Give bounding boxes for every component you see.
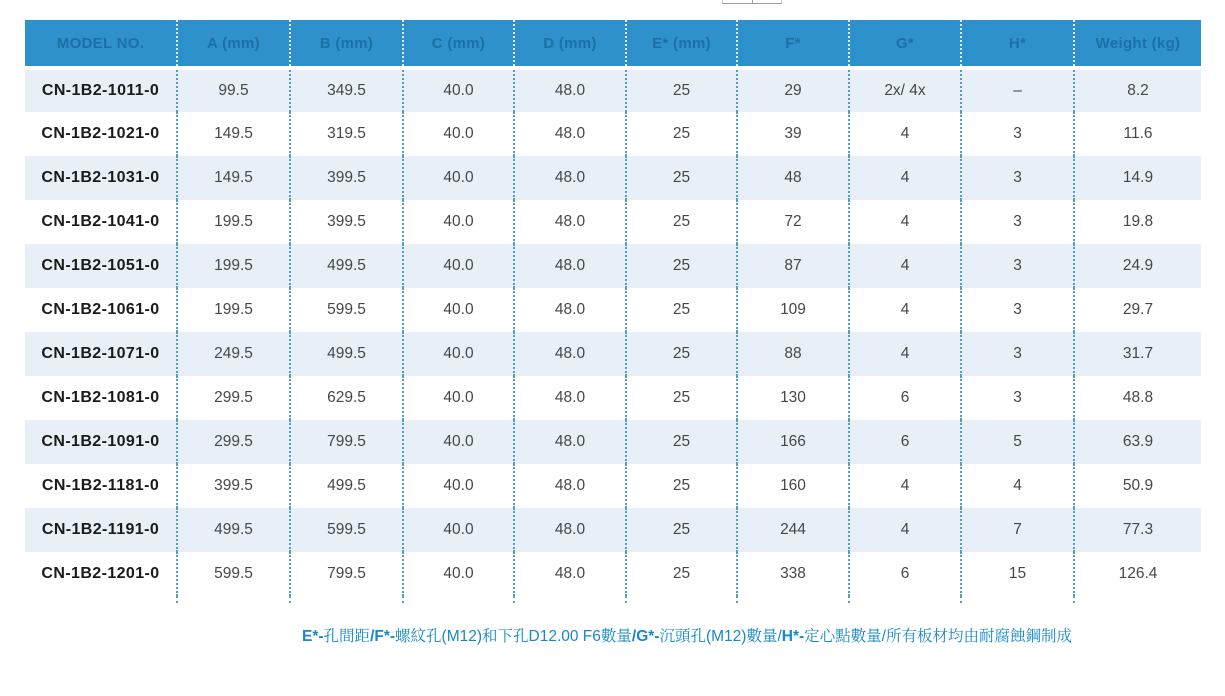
data-cell: 499.5 [290,332,403,376]
data-cell: 499.5 [290,244,403,288]
data-cell: 166 [737,420,849,464]
table-row [25,376,1201,420]
data-cell: 399.5 [290,156,403,200]
footnote [302,626,1199,648]
data-cell: 149.5 [177,156,290,200]
data-cell: 3 [961,288,1074,332]
data-cell: – [961,68,1074,112]
footnote-marker: / [631,628,637,645]
data-cell: 399.5 [290,200,403,244]
data-cell: 199.5 [177,288,290,332]
model-cell: CN-1B2-1201-0 [25,552,177,596]
data-cell: 6 [849,552,961,596]
data-cell: 629.5 [290,376,403,420]
data-cell: 599.5 [290,288,403,332]
column-header-3: B (mm) [290,20,403,68]
column-header-5: D (mm) [514,20,626,68]
model-cell: CN-1B2-1081-0 [25,376,177,420]
footnote-text: 所有板材均由耐腐蝕鋼制成 [885,628,1072,645]
footnote-text: / [881,628,886,645]
model-cell: CN-1B2-1181-0 [25,464,177,508]
data-cell: 160 [737,464,849,508]
data-cell: 48.0 [514,200,626,244]
data-cell: 244 [737,508,849,552]
data-cell: 40.0 [403,200,514,244]
data-cell: 4 [849,112,961,156]
table-row [25,464,1201,508]
data-cell: 799.5 [290,420,403,464]
footnote-text: 沉頭孔(M12)數量 [659,628,778,645]
data-cell: 3 [961,332,1074,376]
data-cell: 40.0 [403,420,514,464]
column-header-7: F* [737,20,849,68]
data-cell: 499.5 [290,464,403,508]
table-row [25,332,1201,376]
data-cell: 48.0 [514,376,626,420]
data-cell: 4 [849,508,961,552]
data-cell: 249.5 [177,332,290,376]
data-cell: 72 [737,200,849,244]
model-cell: CN-1B2-1061-0 [25,288,177,332]
data-cell: 5 [961,420,1074,464]
data-cell: 25 [626,200,737,244]
data-cell: 48.0 [514,112,626,156]
data-cell: 3 [961,112,1074,156]
model-dimensions-table [25,20,1201,603]
data-cell: 3 [961,156,1074,200]
footnote-text: 孔間距 [323,628,371,645]
data-cell: 25 [626,244,737,288]
data-cell: 25 [626,464,737,508]
data-cell: 25 [626,376,737,420]
data-cell: 48.0 [514,420,626,464]
data-cell: 149.5 [177,112,290,156]
table-row [25,288,1201,332]
data-cell: 25 [626,156,737,200]
table-row [25,112,1201,156]
data-cell: 87 [737,244,849,288]
data-cell: 48.0 [514,508,626,552]
data-cell: 6 [849,420,961,464]
data-cell: 338 [737,552,849,596]
model-cell: CN-1B2-1011-0 [25,68,177,112]
data-cell: 599.5 [290,508,403,552]
column-header-8: G* [849,20,961,68]
data-cell: 4 [849,332,961,376]
data-cell: 4 [849,156,961,200]
data-cell: 319.5 [290,112,403,156]
model-cell: CN-1B2-1091-0 [25,420,177,464]
model-cell: CN-1B2-1021-0 [25,112,177,156]
model-cell: CN-1B2-1031-0 [25,156,177,200]
data-cell: 24.9 [1074,244,1201,288]
model-cell: CN-1B2-1051-0 [25,244,177,288]
data-cell: 8.2 [1074,68,1201,112]
data-cell: 4 [849,244,961,288]
footnote-marker: F*- [374,628,396,645]
table-bottom-ticks [25,596,1201,603]
data-cell: 48.0 [514,288,626,332]
table-body [25,68,1201,603]
data-cell: 11.6 [1074,112,1201,156]
header-row [25,20,1201,68]
data-cell: 7 [961,508,1074,552]
data-cell: 3 [961,376,1074,420]
data-cell: 31.7 [1074,332,1201,376]
data-cell: 40.0 [403,464,514,508]
data-cell: 4 [961,464,1074,508]
data-cell: 2x/ 4x [849,68,961,112]
data-cell: 40.0 [403,376,514,420]
data-cell: 40.0 [403,112,514,156]
data-cell: 199.5 [177,244,290,288]
data-cell: 40.0 [403,552,514,596]
data-cell: 14.9 [1074,156,1201,200]
data-cell: 29.7 [1074,288,1201,332]
data-cell: 48.0 [514,156,626,200]
column-header-10: Weight (kg) [1074,20,1201,68]
table-row [25,244,1201,288]
data-cell: 25 [626,552,737,596]
data-cell: 29 [737,68,849,112]
cropped-diagram-tick [752,0,753,4]
model-cell: CN-1B2-1041-0 [25,200,177,244]
column-header-2: A (mm) [177,20,290,68]
data-cell: 77.3 [1074,508,1201,552]
data-cell: 25 [626,508,737,552]
data-cell: 88 [737,332,849,376]
data-cell: 40.0 [403,288,514,332]
data-cell: 40.0 [403,156,514,200]
data-cell: 48.8 [1074,376,1201,420]
data-cell: 25 [626,288,737,332]
data-cell: 4 [849,288,961,332]
footnote-text: / [777,628,782,645]
column-header-6: E* (mm) [626,20,737,68]
footnote-marker: H*- [781,628,805,645]
data-cell: 40.0 [403,244,514,288]
data-cell: 4 [849,200,961,244]
data-cell: 349.5 [290,68,403,112]
column-header-9: H* [961,20,1074,68]
data-cell: 199.5 [177,200,290,244]
model-cell: CN-1B2-1191-0 [25,508,177,552]
data-cell: 48.0 [514,552,626,596]
data-cell: 25 [626,112,737,156]
data-cell: 109 [737,288,849,332]
table-header [25,20,1201,68]
data-cell: 599.5 [177,552,290,596]
data-cell: 799.5 [290,552,403,596]
data-cell: 40.0 [403,68,514,112]
data-cell: 126.4 [1074,552,1201,596]
footnote-marker: / [370,628,375,645]
table-row [25,420,1201,464]
cropped-diagram-edge [722,0,782,4]
data-cell: 4 [849,464,961,508]
data-cell: 40.0 [403,508,514,552]
data-cell: 499.5 [177,508,290,552]
data-cell: 48.0 [514,68,626,112]
data-cell: 15 [961,552,1074,596]
table-row [25,508,1201,552]
data-cell: 3 [961,244,1074,288]
data-cell: 25 [626,420,737,464]
footnote-marker: E*- [302,628,324,645]
data-cell: 48.0 [514,332,626,376]
table-row [25,200,1201,244]
data-cell: 299.5 [177,376,290,420]
column-header-1: MODEL NO. [25,20,177,68]
footnote-marker: G*- [636,628,660,645]
table-row [25,552,1201,596]
data-cell: 40.0 [403,332,514,376]
data-cell: 48 [737,156,849,200]
data-cell: 39 [737,112,849,156]
column-header-4: C (mm) [403,20,514,68]
data-cell: 63.9 [1074,420,1201,464]
data-cell: 48.0 [514,244,626,288]
data-cell: 48.0 [514,464,626,508]
data-cell: 299.5 [177,420,290,464]
data-cell: 99.5 [177,68,290,112]
footnote-text: 定心點數量 [804,628,882,645]
data-cell: 6 [849,376,961,420]
footnote-text: 螺紋孔(M12)和下孔D12.00 F6數量 [395,628,632,645]
data-cell: 25 [626,332,737,376]
table-row [25,68,1201,112]
data-cell: 25 [626,68,737,112]
model-cell: CN-1B2-1071-0 [25,332,177,376]
data-cell: 3 [961,200,1074,244]
data-cell: 19.8 [1074,200,1201,244]
data-cell: 50.9 [1074,464,1201,508]
data-cell: 399.5 [177,464,290,508]
data-cell: 130 [737,376,849,420]
table-row [25,156,1201,200]
